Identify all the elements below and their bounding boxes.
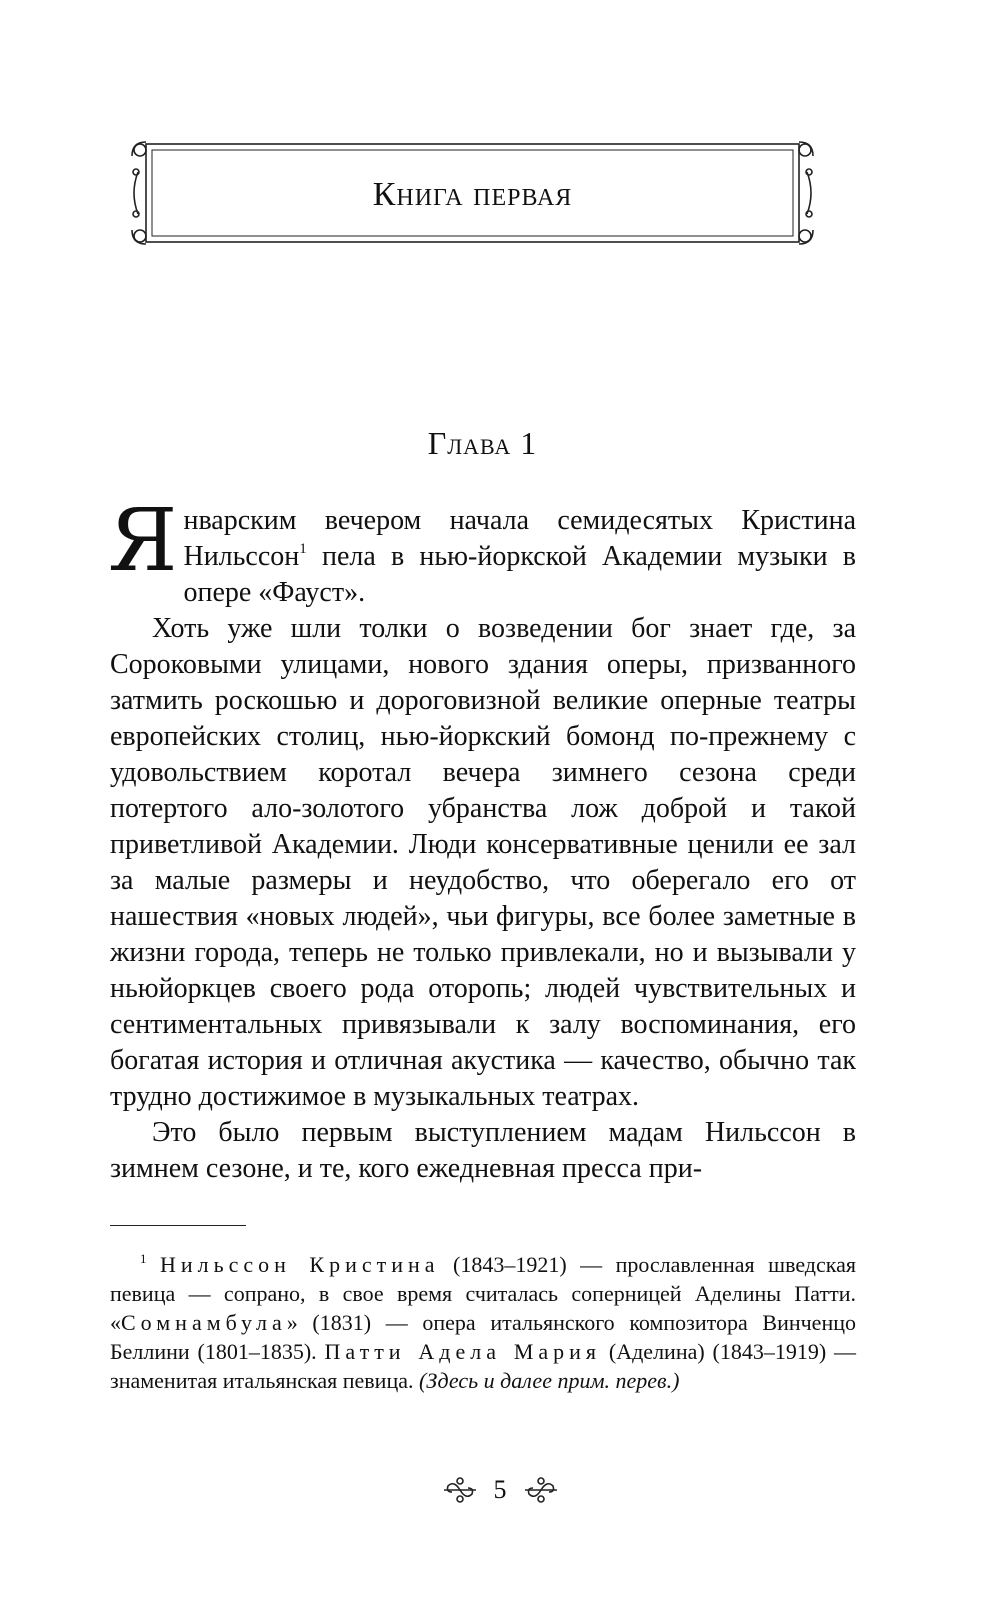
- footnote-text-1: (1843–1921) — прославленная шведская певица — сопрано, в свое время считалась соперницей Аделины Патти. «: [110, 1252, 857, 1335]
- footnote-name-nilsson: Нильссон Кристина: [159, 1252, 440, 1277]
- chapter-body: [108, 491, 856, 1187]
- footnote-text-3: (Аделина) (1843–1919) — знаменитая итальянская певица.: [110, 1339, 856, 1393]
- footnote: [110, 1250, 856, 1395]
- page-folio: [400, 1470, 600, 1510]
- footnote-name-sonnambula: Сомнамбула: [121, 1310, 287, 1335]
- footnote-reference[interactable]: 1: [299, 541, 307, 557]
- footnote-text-2: » (1831) — опера итальянского композитора Винченцо Беллини (1801–1835).: [110, 1310, 856, 1364]
- paragraph-2: Хоть уже шли толки о возведении бог знает где, за Сороковыми улицами, нового здания оперы, призванного затмить роскошью и дороговизной великие оперные театры европейских столиц, нью-йоркский бомонд по-прежнему с удовольствием коротал вечера зимнего сезона среди потертого ало-золотого убранства лож доброй и такой приветливой Академии. Люди консервативные ценили ее зал за малые размеры и неудобство, что оберегало его от нашествия «новых людей», чьи фигуры, все более заметные в жизни города, теперь не только привлекали, но и вызывали у ньюйоркцев своего рода оторопь; людей чувствительных и сентиментальных привязывали к залу воспоминания, его богатая история и отличная акустика — качество, обычно так трудно достижимое в музыкальных театрах.: [110, 613, 856, 1112]
- page-number: 5: [493, 1475, 507, 1504]
- footnote-name-patti: Патти Адела Мария: [324, 1339, 602, 1364]
- paragraph-3: Это было первым выступлением мадам Нильссон в зимнем сезоне, и те, кого ежедневная пресса при-: [110, 1117, 856, 1184]
- chapter-title: Глава 1: [427, 425, 538, 461]
- translator-note: (Здесь и далее прим. перев.): [419, 1368, 680, 1393]
- footnote-divider: [110, 1225, 246, 1226]
- book-title: Книга первая: [372, 176, 573, 213]
- drop-cap: Я: [108, 491, 178, 591]
- paragraph-1-text-b: пела в нью-йоркской Академии музыки в опере «Фауст».: [183, 541, 856, 608]
- fleuron-left-icon: [442, 1475, 478, 1505]
- fleuron-right-icon: [523, 1475, 559, 1505]
- paragraph-1-text-a: нварским вечером начала семидесятых Кристина Нильссон: [183, 505, 856, 572]
- paragraph-1: [108, 491, 856, 611]
- footnote-mark: 1: [140, 1251, 147, 1266]
